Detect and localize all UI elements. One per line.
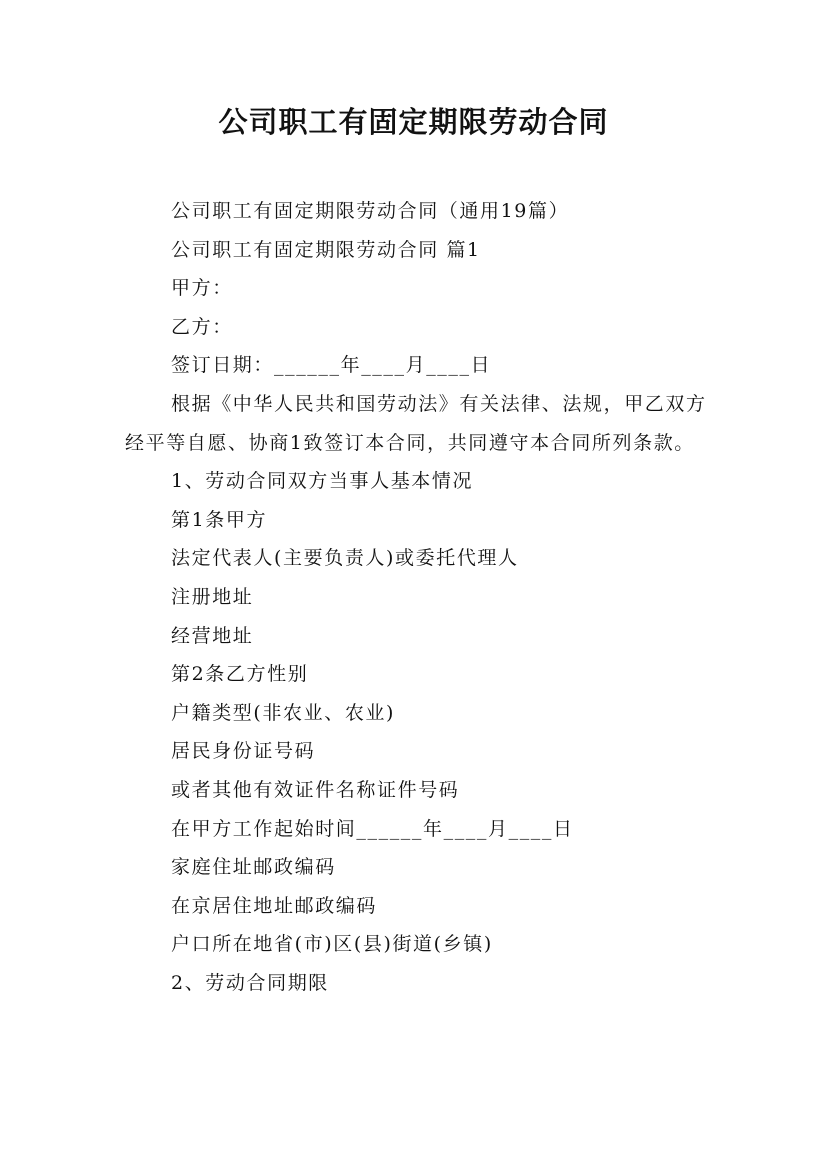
paragraph: 经营地址	[171, 624, 254, 647]
paragraph: 或者其他有效证件名称证件号码	[171, 778, 460, 801]
paragraph: 1、劳动合同双方当事人基本情况	[171, 470, 474, 493]
document-body	[125, 192, 710, 1002]
paragraph: 法定代表人(主要负责人)或委托代理人	[171, 547, 519, 570]
paragraph: 户籍类型(非农业、农业)	[171, 701, 396, 724]
paragraph: 户口所在地省(市)区(县)街道(乡镇)	[171, 933, 493, 956]
paragraph: 在京居住地址邮政编码	[171, 894, 378, 917]
paragraph: 居民身份证号码	[171, 740, 316, 763]
paragraph: 公司职工有固定期限劳动合同 篇1	[171, 238, 481, 261]
paragraph: 在甲方工作起始时间______年____月____日	[171, 817, 574, 840]
paragraph: 签订日期：______年____月____日	[171, 354, 492, 377]
document-title: 公司职工有固定期限劳动合同	[218, 105, 609, 139]
paragraph: 注册地址	[171, 585, 254, 608]
paragraph: 家庭住址邮政编码	[171, 856, 336, 879]
paragraph: 乙方：	[171, 315, 233, 338]
paragraph: 公司职工有固定期限劳动合同（通用19篇）	[171, 200, 570, 222]
paragraph: 第2条乙方性别	[171, 663, 309, 686]
paragraph: 根据《中华人民共和国劳动法》有关法律、法规，甲乙双方经平等自愿、协商1致签订本合同，共同遵守本合同所列条款。	[125, 392, 707, 454]
paragraph: 甲方：	[171, 277, 233, 300]
paragraph: 2、劳动合同期限	[171, 971, 329, 994]
paragraph: 第1条甲方	[171, 508, 268, 531]
